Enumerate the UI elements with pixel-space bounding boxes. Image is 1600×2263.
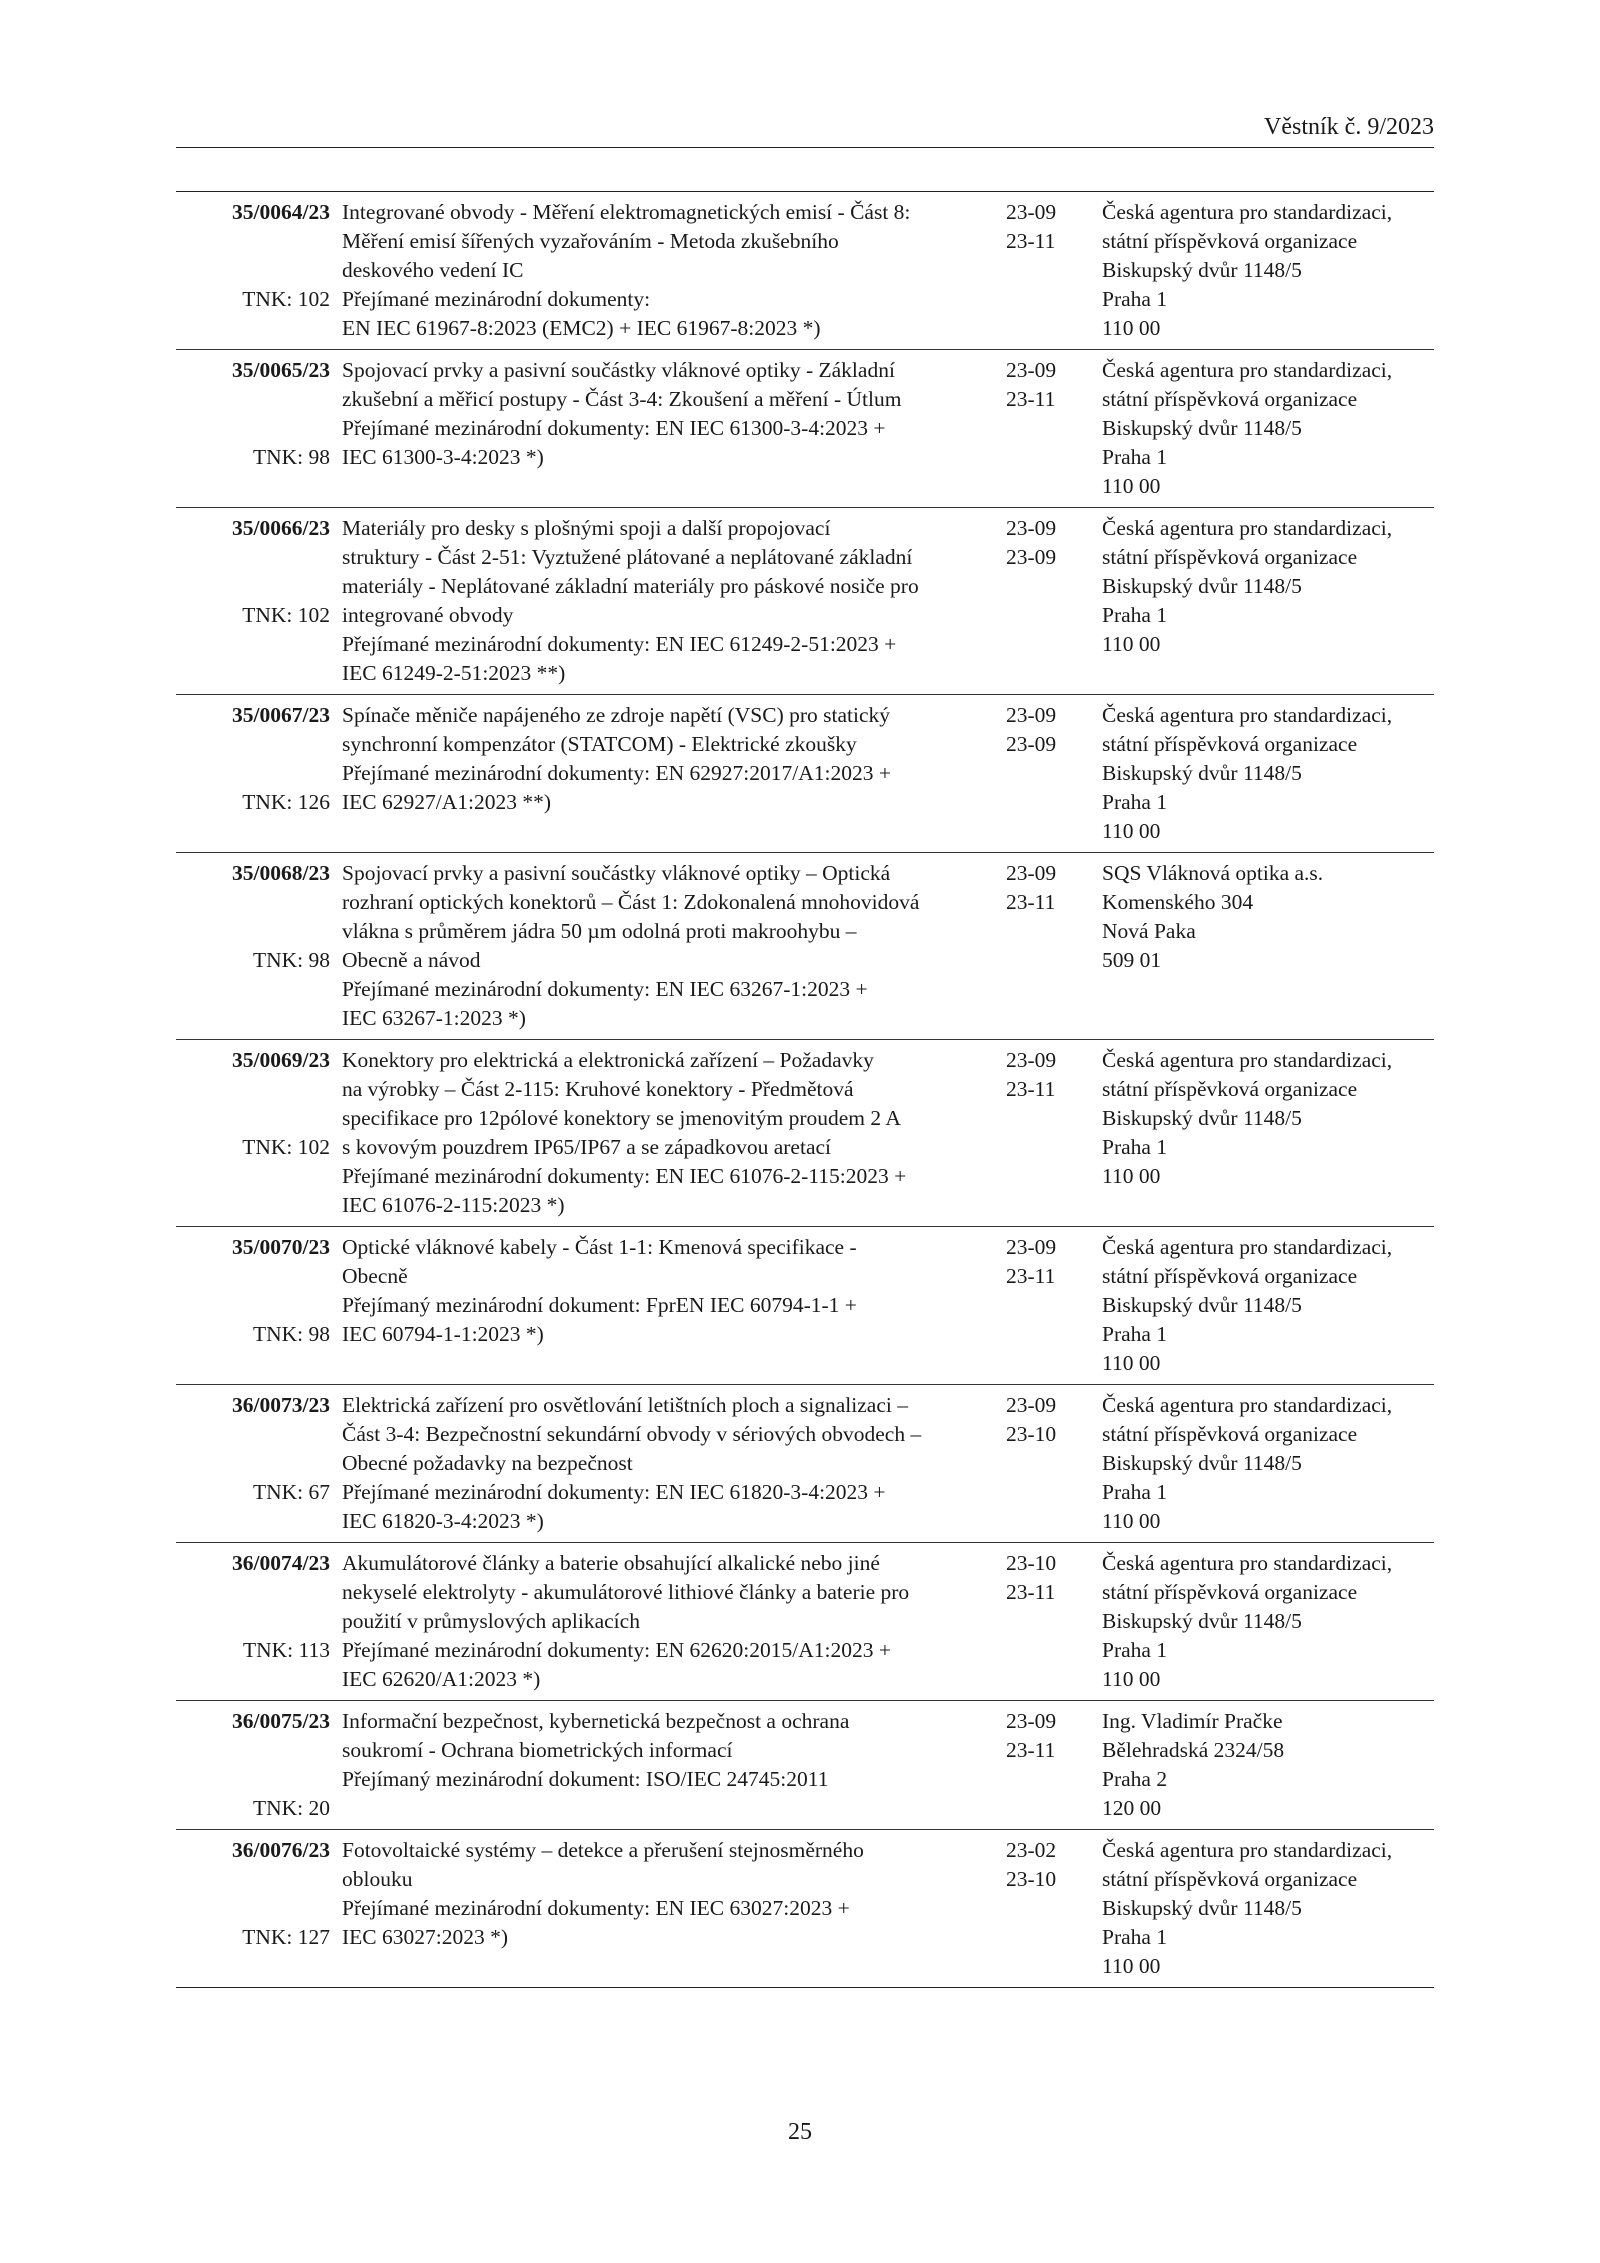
title-line: Spínače měniče napájeného ze zdroje napětí (VSC) pro statický — [342, 703, 891, 727]
address-line: Biskupský dvůr 1148/5 — [1102, 761, 1302, 785]
standard-title-cell — [342, 514, 1002, 688]
processor-address-cell — [1102, 198, 1434, 343]
title-line: Fotovoltaické systémy – detekce a přerušení stejnosměrného — [342, 1838, 864, 1862]
address-line: Česká agentura pro standardizaci, — [1102, 1235, 1393, 1259]
date-value: 23-11 — [1006, 387, 1056, 411]
standard-number: 36/0073/23 — [232, 1393, 330, 1417]
address-line: Praha 1 — [1102, 1322, 1168, 1346]
table-row — [176, 349, 1434, 507]
address-line: státní příspěvková organizace — [1102, 1580, 1358, 1604]
address-line: Biskupský dvůr 1148/5 — [1102, 1451, 1302, 1475]
dates-cell — [1006, 1391, 1096, 1536]
address-line: Ing. Vladimír Pračke — [1102, 1709, 1283, 1733]
standard-title-cell — [342, 1836, 1002, 1981]
date-value: 23-09 — [1006, 732, 1057, 756]
dates-cell — [1006, 356, 1096, 501]
standard-id-cell — [176, 859, 330, 1033]
address-line: Česká agentura pro standardizaci, — [1102, 200, 1393, 224]
table-row — [176, 852, 1434, 1039]
standard-title-cell — [342, 1549, 1002, 1694]
dates-cell — [1006, 1549, 1096, 1694]
date-value: 23-10 — [1006, 1867, 1057, 1891]
standard-number: 36/0075/23 — [232, 1709, 330, 1733]
address-line: státní příspěvková organizace — [1102, 1422, 1358, 1446]
address-line: 110 00 — [1102, 1164, 1161, 1188]
date-value: 23-10 — [1006, 1422, 1057, 1446]
address-line: 110 00 — [1102, 819, 1161, 843]
table-row — [176, 1226, 1434, 1384]
tnk-label: TNK: 98 — [252, 948, 330, 972]
address-line: Biskupský dvůr 1148/5 — [1102, 1609, 1302, 1633]
title-line: Přejímané mezinárodní dokumenty: — [342, 287, 651, 311]
standard-id-cell — [176, 1836, 330, 1981]
page-header: Věstník č. 9/2023 — [1264, 114, 1434, 140]
dates-cell — [1006, 1836, 1096, 1981]
address-line: státní příspěvková organizace — [1102, 732, 1358, 756]
processor-address-cell — [1102, 1046, 1434, 1220]
date-value: 23-11 — [1006, 1580, 1056, 1604]
address-line: Česká agentura pro standardizaci, — [1102, 1551, 1393, 1575]
title-line: Přejímané mezinárodní dokumenty: EN 62620:2015/A1:2023 + — [342, 1638, 891, 1662]
date-value: 23-09 — [1006, 1393, 1057, 1417]
standard-id-cell — [176, 1549, 330, 1694]
processor-address-cell — [1102, 1549, 1434, 1694]
date-value: 23-11 — [1006, 1264, 1056, 1288]
title-line: Přejímané mezinárodní dokumenty: EN IEC 61249-2-51:2023 + — [342, 632, 897, 656]
address-line: 110 00 — [1102, 1954, 1161, 1978]
address-line: státní příspěvková organizace — [1102, 229, 1358, 253]
date-value: 23-11 — [1006, 1077, 1056, 1101]
address-line: Česká agentura pro standardizaci, — [1102, 1838, 1393, 1862]
table-row — [176, 192, 1434, 349]
tnk-label: TNK: 113 — [243, 1638, 330, 1662]
title-line: vlákna s průměrem jádra 50 µm odolná proti makroohybu – — [342, 919, 857, 943]
title-line: na výrobky – Část 2-115: Kruhové konektory - Předmětová — [342, 1077, 854, 1101]
address-line: Praha 1 — [1102, 1638, 1168, 1662]
standard-id-cell — [176, 1707, 330, 1823]
processor-address-cell — [1102, 514, 1434, 688]
standard-id-cell — [176, 514, 330, 688]
title-line: materiály - Neplátované základní materiály pro páskové nosiče pro — [342, 574, 919, 598]
standard-number: 36/0076/23 — [232, 1838, 330, 1862]
title-line: Přejímané mezinárodní dokumenty: EN IEC 61076-2-115:2023 + — [342, 1164, 907, 1188]
tnk-label: TNK: 102 — [242, 1135, 330, 1159]
title-line: EN IEC 61967-8:2023 (EMC2) + IEC 61967-8:2023 *) — [342, 316, 821, 340]
title-line: Měření emisí šířených vyzařováním - Metoda zkušebního — [342, 229, 839, 253]
table-row — [176, 694, 1434, 852]
page-number: 25 — [788, 2119, 812, 2145]
title-line: Akumulátorové články a baterie obsahující alkalické nebo jiné — [342, 1551, 880, 1575]
address-line: státní příspěvková organizace — [1102, 1077, 1358, 1101]
title-line: Obecně a návod — [342, 948, 481, 972]
date-value: 23-09 — [1006, 200, 1057, 224]
address-line: Nová Paka — [1102, 919, 1196, 943]
standard-number: 36/0074/23 — [232, 1551, 330, 1575]
title-line: IEC 61249-2-51:2023 **) — [342, 661, 566, 685]
title-line: Obecné požadavky na bezpečnost — [342, 1451, 633, 1475]
address-line: SQS Vláknová optika a.s. — [1102, 861, 1324, 885]
standard-id-cell — [176, 1391, 330, 1536]
dates-cell — [1006, 701, 1096, 846]
standard-id-cell — [176, 1233, 330, 1378]
standard-number: 35/0068/23 — [232, 861, 330, 885]
standard-title-cell — [342, 198, 1002, 343]
address-line: Praha 2 — [1102, 1767, 1168, 1791]
address-line: Praha 1 — [1102, 1135, 1168, 1159]
title-line: Optické vláknové kabely - Část 1-1: Kmenová specifikace - — [342, 1235, 857, 1259]
standard-title-cell — [342, 859, 1002, 1033]
dates-cell — [1006, 1707, 1096, 1823]
tnk-label: TNK: 20 — [252, 1796, 330, 1820]
date-value: 23-09 — [1006, 1235, 1057, 1259]
date-value: 23-11 — [1006, 229, 1056, 253]
standard-title-cell — [342, 1233, 1002, 1378]
title-line: Přejímaný mezinárodní dokument: FprEN IEC 60794-1-1 + — [342, 1293, 857, 1317]
address-line: Biskupský dvůr 1148/5 — [1102, 1293, 1302, 1317]
date-value: 23-09 — [1006, 358, 1057, 382]
table-row — [176, 507, 1434, 694]
table-row — [176, 1542, 1434, 1700]
title-line: Přejímané mezinárodní dokumenty: EN IEC 61820-3-4:2023 + — [342, 1480, 886, 1504]
processor-address-cell — [1102, 701, 1434, 846]
standard-number: 35/0065/23 — [232, 358, 330, 382]
address-line: Biskupský dvůr 1148/5 — [1102, 416, 1302, 440]
title-line: oblouku — [342, 1867, 413, 1891]
dates-cell — [1006, 1046, 1096, 1220]
title-line: IEC 62927/A1:2023 **) — [342, 790, 552, 814]
address-line: Praha 1 — [1102, 445, 1168, 469]
address-line: 120 00 — [1102, 1796, 1162, 1820]
address-line: Biskupský dvůr 1148/5 — [1102, 574, 1302, 598]
date-value: 23-11 — [1006, 1738, 1056, 1762]
address-line: státní příspěvková organizace — [1102, 545, 1358, 569]
title-line: zkušební a měřicí postupy - Část 3-4: Zkoušení a měření - Útlum — [342, 387, 902, 411]
title-line: Elektrická zařízení pro osvětlování letištních ploch a signalizaci – — [342, 1393, 908, 1417]
table-row — [176, 1700, 1434, 1829]
title-line: Přejímaný mezinárodní dokument: ISO/IEC 24745:2011 — [342, 1767, 829, 1791]
title-line: IEC 60794-1-1:2023 *) — [342, 1322, 544, 1346]
standard-number: 35/0070/23 — [232, 1235, 330, 1259]
tnk-label: TNK: 98 — [252, 1322, 330, 1346]
address-line: 110 00 — [1102, 632, 1161, 656]
address-line: Biskupský dvůr 1148/5 — [1102, 1106, 1302, 1130]
title-line: použití v průmyslových aplikacích — [342, 1609, 640, 1633]
title-line: nekyselé elektrolyty - akumulátorové lithiové články a baterie pro — [342, 1580, 910, 1604]
standard-number: 35/0064/23 — [232, 200, 330, 224]
address-line: 110 00 — [1102, 1509, 1161, 1533]
date-value: 23-09 — [1006, 545, 1057, 569]
dates-cell — [1006, 859, 1096, 1033]
tnk-label: TNK: 67 — [252, 1480, 330, 1504]
address-line: státní příspěvková organizace — [1102, 387, 1358, 411]
processor-address-cell — [1102, 1391, 1434, 1536]
tnk-label: TNK: 127 — [242, 1925, 330, 1949]
processor-address-cell — [1102, 859, 1434, 1033]
title-line: Spojovací prvky a pasivní součástky vláknové optiky – Optická — [342, 861, 891, 885]
standard-title-cell — [342, 1046, 1002, 1220]
date-value: 23-09 — [1006, 1048, 1057, 1072]
title-line: specifikace pro 12pólové konektory se jmenovitým proudem 2 A — [342, 1106, 901, 1130]
address-line: státní příspěvková organizace — [1102, 1867, 1358, 1891]
standard-id-cell — [176, 356, 330, 501]
title-line: IEC 63027:2023 *) — [342, 1925, 509, 1949]
title-line: IEC 61300-3-4:2023 *) — [342, 445, 544, 469]
address-line: Biskupský dvůr 1148/5 — [1102, 1896, 1302, 1920]
dates-cell — [1006, 198, 1096, 343]
address-line: Praha 1 — [1102, 1925, 1168, 1949]
title-line: Materiály pro desky s plošnými spoji a další propojovací — [342, 516, 831, 540]
address-line: 110 00 — [1102, 1667, 1161, 1691]
processor-address-cell — [1102, 356, 1434, 501]
address-line: 110 00 — [1102, 1351, 1161, 1375]
title-line: synchronní kompenzátor (STATCOM) - Elektrické zkoušky — [342, 732, 857, 756]
standard-title-cell — [342, 701, 1002, 846]
date-value: 23-11 — [1006, 890, 1056, 914]
standards-table — [176, 191, 1434, 1988]
title-line: Obecně — [342, 1264, 408, 1288]
address-line: Česká agentura pro standardizaci, — [1102, 358, 1393, 382]
address-line: Bělehradská 2324/58 — [1102, 1738, 1285, 1762]
date-value: 23-02 — [1006, 1838, 1057, 1862]
title-line: IEC 61076-2-115:2023 *) — [342, 1193, 565, 1217]
processor-address-cell — [1102, 1707, 1434, 1823]
title-line: Integrované obvody - Měření elektromagnetických emisí - Část 8: — [342, 200, 911, 224]
title-line: Přejímané mezinárodní dokumenty: EN IEC 63027:2023 + — [342, 1896, 850, 1920]
title-line: deskového vedení IC — [342, 258, 524, 282]
table-row — [176, 1829, 1434, 1987]
address-line: Česká agentura pro standardizaci, — [1102, 516, 1393, 540]
tnk-label: TNK: 102 — [242, 287, 330, 311]
address-line: Praha 1 — [1102, 790, 1168, 814]
title-line: soukromí - Ochrana biometrických informací — [342, 1738, 733, 1762]
standard-id-cell — [176, 198, 330, 343]
dates-cell — [1006, 514, 1096, 688]
address-line: Česká agentura pro standardizaci, — [1102, 1393, 1393, 1417]
tnk-label: TNK: 102 — [242, 603, 330, 627]
title-line: IEC 61820-3-4:2023 *) — [342, 1509, 544, 1533]
standard-id-cell — [176, 701, 330, 846]
date-value: 23-09 — [1006, 703, 1057, 727]
address-line: 110 00 — [1102, 474, 1161, 498]
title-line: Přejímané mezinárodní dokumenty: EN IEC 61300-3-4:2023 + — [342, 416, 886, 440]
title-line: Spojovací prvky a pasivní součástky vláknové optiky - Základní — [342, 358, 895, 382]
title-line: rozhraní optických konektorů – Část 1: Zdokonalená mnohovidová — [342, 890, 920, 914]
title-line: struktury - Část 2-51: Vyztužené plátované a neplátované základní — [342, 545, 913, 569]
address-line: Praha 1 — [1102, 287, 1168, 311]
title-line: Informační bezpečnost, kybernetická bezpečnost a ochrana — [342, 1709, 850, 1733]
processor-address-cell — [1102, 1233, 1434, 1378]
title-line: Konektory pro elektrická a elektronická zařízení – Požadavky — [342, 1048, 874, 1072]
address-line: 509 01 — [1102, 948, 1162, 972]
address-line: 110 00 — [1102, 316, 1161, 340]
standard-title-cell — [342, 1707, 1002, 1823]
title-line: s kovovým pouzdrem IP65/IP67 a se západkovou aretací — [342, 1135, 831, 1159]
title-line: IEC 63267-1:2023 *) — [342, 1006, 526, 1030]
tnk-label: TNK: 126 — [242, 790, 330, 814]
address-line: Praha 1 — [1102, 603, 1168, 627]
standard-id-cell — [176, 1046, 330, 1220]
standard-title-cell — [342, 356, 1002, 501]
title-line: IEC 62620/A1:2023 *) — [342, 1667, 541, 1691]
address-line: státní příspěvková organizace — [1102, 1264, 1358, 1288]
table-row — [176, 1039, 1434, 1226]
date-value: 23-09 — [1006, 861, 1057, 885]
processor-address-cell — [1102, 1836, 1434, 1981]
title-line: Přejímané mezinárodní dokumenty: EN 62927:2017/A1:2023 + — [342, 761, 891, 785]
date-value: 23-09 — [1006, 1709, 1057, 1733]
address-line: Praha 1 — [1102, 1480, 1168, 1504]
address-line: Česká agentura pro standardizaci, — [1102, 1048, 1393, 1072]
address-line: Česká agentura pro standardizaci, — [1102, 703, 1393, 727]
address-line: Komenského 304 — [1102, 890, 1254, 914]
dates-cell — [1006, 1233, 1096, 1378]
title-line: Část 3-4: Bezpečnostní sekundární obvody v sériových obvodech – — [342, 1422, 922, 1446]
standard-number: 35/0066/23 — [232, 516, 330, 540]
header-rule — [176, 147, 1434, 148]
standard-title-cell — [342, 1391, 1002, 1536]
standard-number: 35/0067/23 — [232, 703, 330, 727]
date-value: 23-10 — [1006, 1551, 1057, 1575]
table-row — [176, 1384, 1434, 1542]
date-value: 23-09 — [1006, 516, 1057, 540]
tnk-label: TNK: 98 — [252, 445, 330, 469]
address-line: Biskupský dvůr 1148/5 — [1102, 258, 1302, 282]
standard-number: 35/0069/23 — [232, 1048, 330, 1072]
title-line: integrované obvody — [342, 603, 514, 627]
title-line: Přejímané mezinárodní dokumenty: EN IEC 63267-1:2023 + — [342, 977, 868, 1001]
